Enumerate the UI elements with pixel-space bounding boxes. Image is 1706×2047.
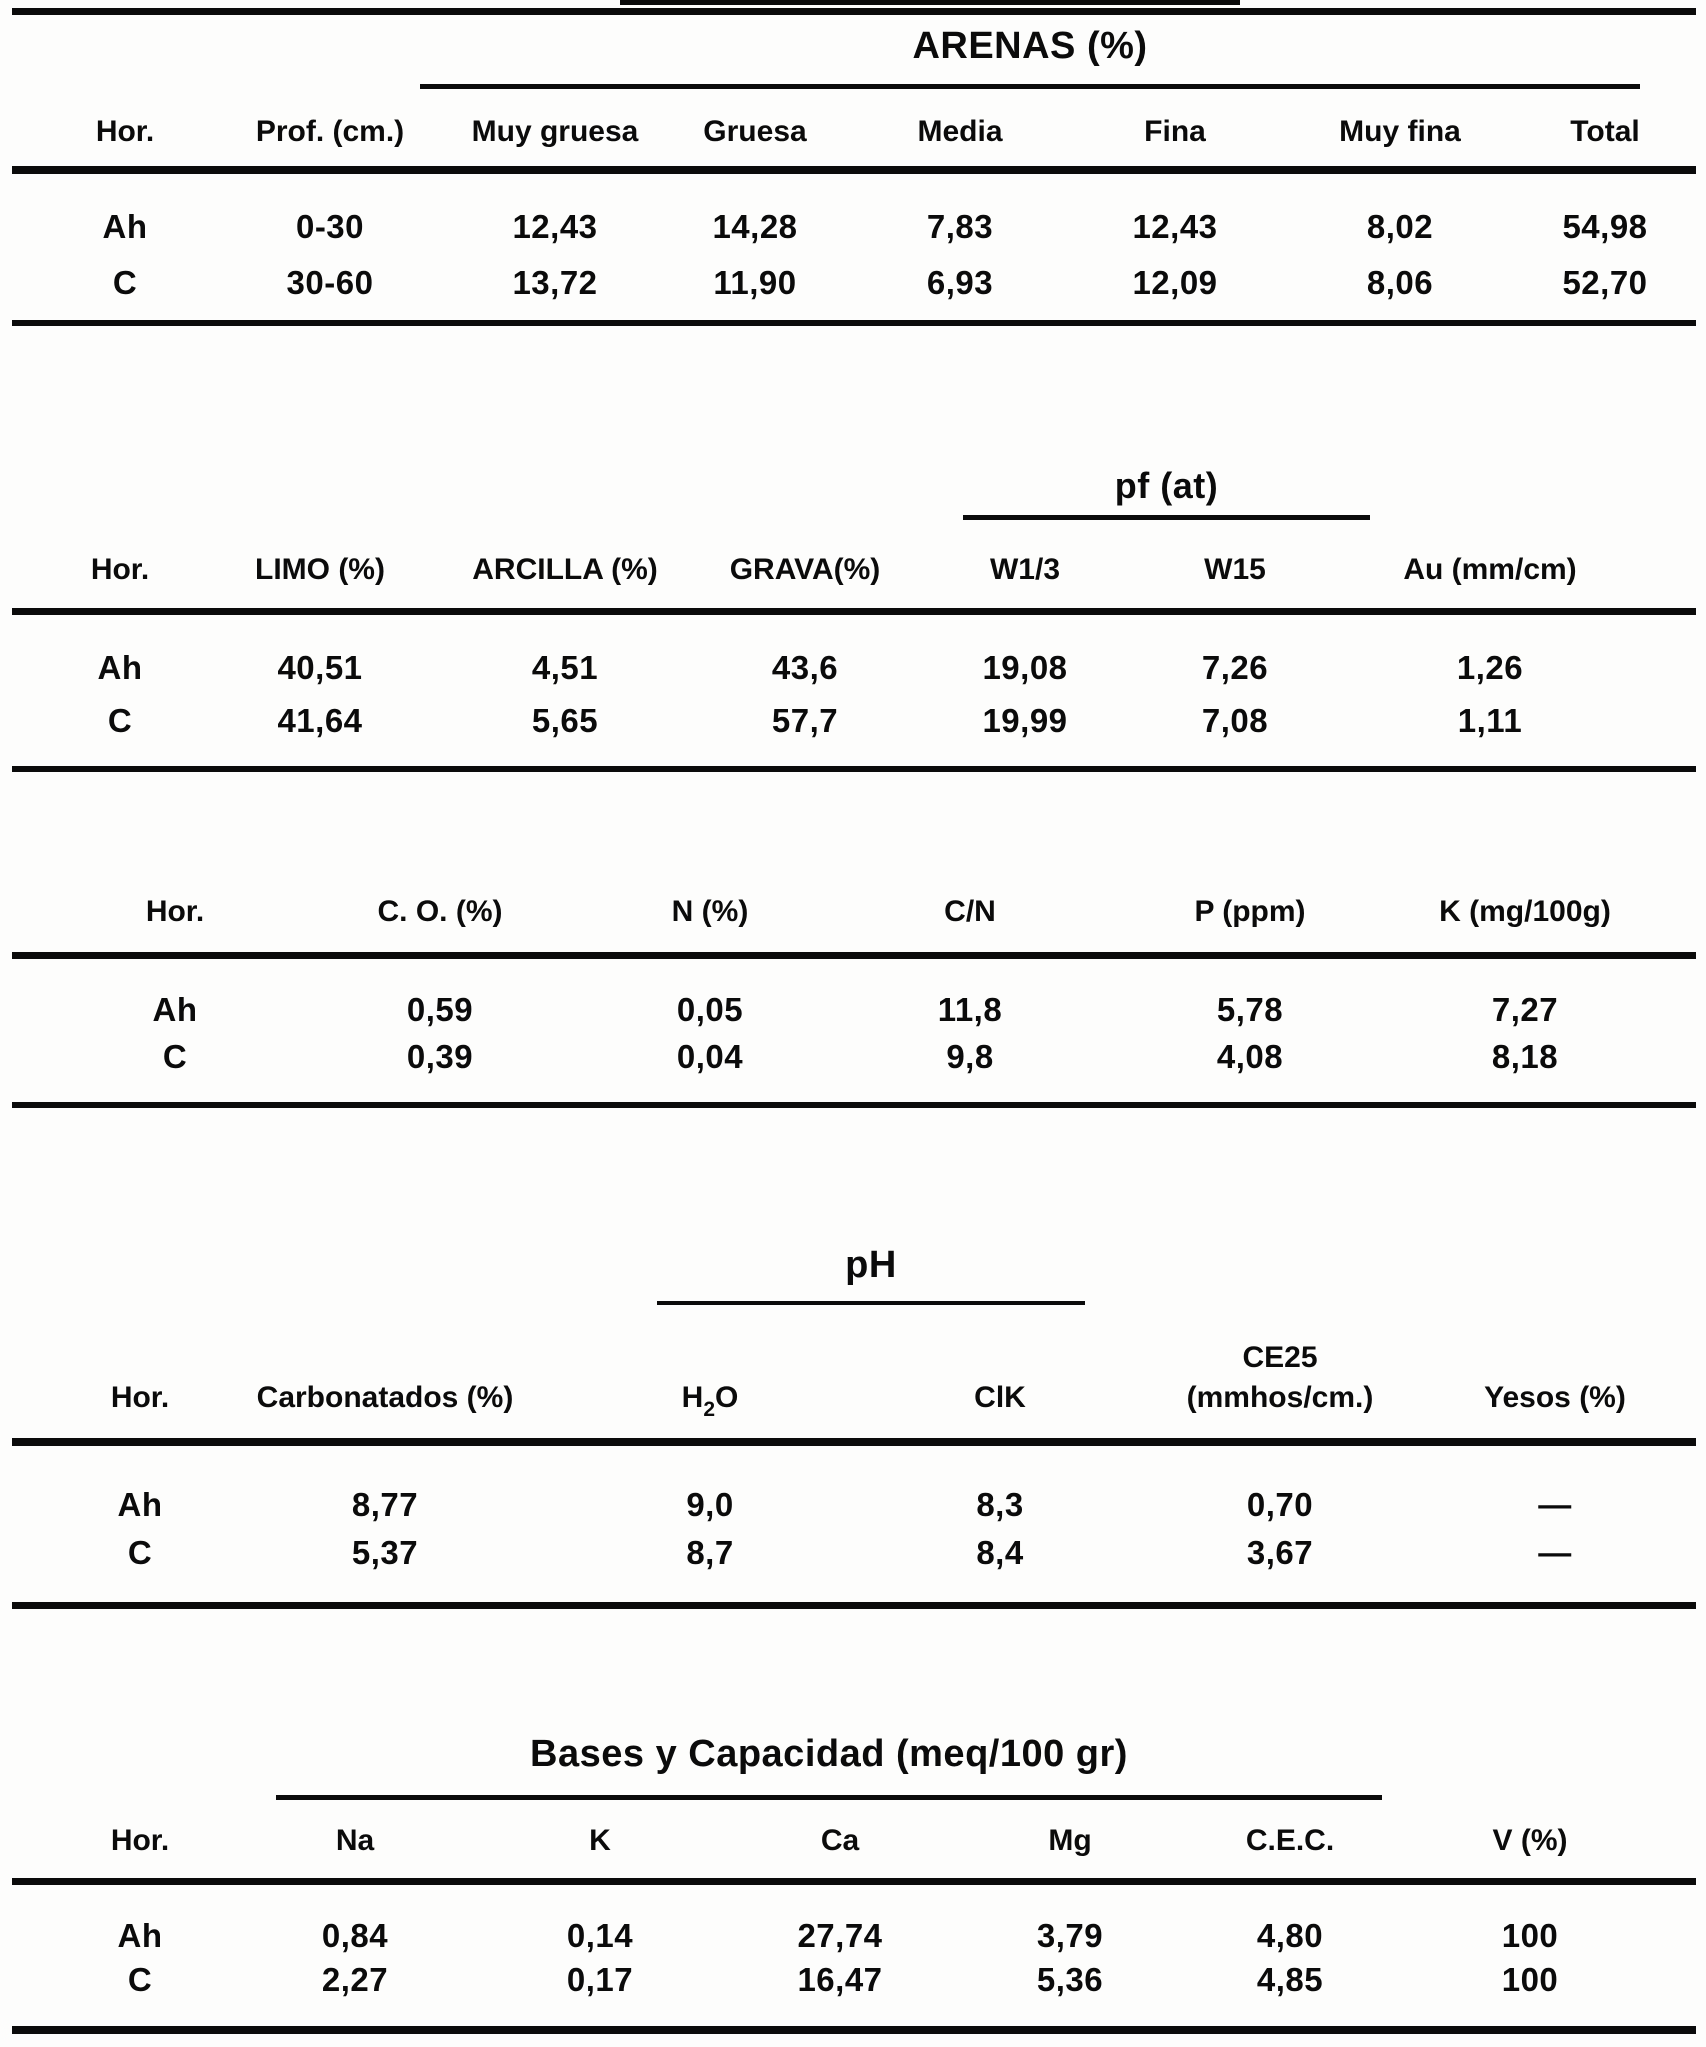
cell: 1,11 [1457, 702, 1523, 739]
cell: 8,3 [976, 1486, 1024, 1523]
ce25-line1: CE25 [1242, 1341, 1318, 1374]
cell: 14,28 [712, 208, 798, 245]
column-header: Gruesa [703, 115, 807, 148]
bases-header-row [50, 1821, 1660, 1861]
table-arenas-bottom-rule [12, 320, 1696, 326]
cell: 3,67 [1246, 1534, 1314, 1571]
arenas-row-Ah [50, 206, 1700, 248]
cell: 5,37 [351, 1534, 419, 1571]
column-header: GRAVA(%) [729, 553, 881, 586]
cell: 7,83 [926, 208, 994, 245]
row-label: C [127, 1534, 153, 1571]
row-label: Ah [117, 1486, 163, 1523]
cell: 4,80 [1256, 1917, 1324, 1954]
column-header: Na [335, 1824, 375, 1857]
cell: 54,98 [1562, 208, 1648, 245]
cell: 4,51 [531, 649, 599, 686]
cell: 5,36 [1036, 1961, 1104, 1998]
cell: 57,7 [771, 702, 839, 739]
pf-group-underline [963, 515, 1370, 520]
pf-header-rule [12, 608, 1696, 615]
ph-group-title: pH [845, 1244, 897, 1286]
ph-row-Ah [50, 1484, 1670, 1526]
cell: 0,14 [566, 1917, 634, 1954]
cell: 12,09 [1132, 264, 1218, 301]
table-arenas-top-rule [12, 8, 1696, 15]
column-header: ClK [974, 1381, 1026, 1414]
cell: 0,05 [676, 991, 744, 1028]
cell: 7,27 [1491, 991, 1559, 1028]
arenas-group-title: ARENAS (%) [912, 25, 1148, 67]
h2o-subscript: 2 [703, 1398, 715, 1421]
column-header: Ca [820, 1824, 860, 1857]
cell: 9,8 [946, 1038, 994, 1075]
column-header: Hor. [90, 553, 150, 586]
pf-header-row [40, 550, 1640, 590]
column-header: Muy gruesa [471, 115, 639, 148]
column-header: K (mg/100g) [1439, 895, 1611, 928]
pf-row-C [40, 700, 1640, 742]
cell: 7,08 [1201, 702, 1269, 739]
row-label: Ah [152, 991, 198, 1028]
ph-group-underline [657, 1301, 1085, 1305]
cell: 40,51 [277, 649, 363, 686]
cell: 8,06 [1366, 264, 1434, 301]
cell: 100 [1501, 1961, 1559, 1998]
cell: 0,17 [566, 1961, 634, 1998]
ph-row-C [50, 1532, 1670, 1574]
column-header-ce25 [1120, 1338, 1440, 1418]
cell: 8,18 [1491, 1038, 1559, 1075]
cell: 0,70 [1246, 1486, 1314, 1523]
column-header: W15 [1204, 553, 1266, 586]
cell: 12,43 [512, 208, 598, 245]
column-header: Muy fina [1339, 115, 1461, 148]
table-bases-bottom-rule [12, 2026, 1696, 2034]
column-header: Carbonatados (%) [256, 1381, 514, 1414]
scan-artifact-line [620, 0, 1240, 5]
column-header: Hor. [110, 1381, 170, 1414]
cell: 0,59 [406, 991, 474, 1028]
ph-header-row [50, 1338, 1670, 1421]
cell: 4,08 [1216, 1038, 1284, 1075]
column-header: V (%) [1492, 1824, 1568, 1857]
cell: 43,6 [771, 649, 839, 686]
column-header: LIMO (%) [255, 553, 385, 586]
column-header: N (%) [671, 895, 749, 928]
cell: 0,04 [676, 1038, 744, 1075]
bases-group-title: Bases y Capacidad (meq/100 gr) [530, 1733, 1128, 1775]
column-header: C/N [944, 895, 996, 928]
cell: 13,72 [512, 264, 598, 301]
cell: 5,78 [1216, 991, 1284, 1028]
row-label: C [107, 702, 133, 739]
column-header: ARCILLA (%) [472, 553, 658, 586]
column-header: Mg [1048, 1824, 1092, 1857]
bases-row-C [50, 1959, 1660, 2001]
column-header: Media [917, 115, 1003, 148]
cell: 100 [1501, 1917, 1559, 1954]
cell: 12,43 [1132, 208, 1218, 245]
cell: 7,26 [1201, 649, 1269, 686]
cell-empty-dash: — [1538, 1486, 1572, 1523]
cell: 4,85 [1256, 1961, 1324, 1998]
cell: 5,65 [531, 702, 599, 739]
column-header: C.E.C. [1245, 1824, 1335, 1857]
column-header: Hor. [145, 895, 205, 928]
cell: 0,84 [321, 1917, 389, 1954]
cell: 30-60 [286, 264, 374, 301]
cell: 6,93 [926, 264, 994, 301]
column-header: Hor. [95, 115, 155, 148]
column-header: C. O. (%) [377, 895, 503, 928]
cell: 16,47 [797, 1961, 883, 1998]
cell: 9,0 [686, 1486, 734, 1523]
column-header-h2o: $H_2O$ [681, 1381, 739, 1421]
cell: 52,70 [1562, 264, 1648, 301]
cell: 0,39 [406, 1038, 474, 1075]
column-header: P (ppm) [1194, 895, 1306, 928]
arenas-group-underline [420, 84, 1640, 89]
quimica-row-Ah [60, 989, 1660, 1031]
cell: 19,08 [982, 649, 1068, 686]
cell: 11,8 [937, 991, 1003, 1028]
pf-group-title: pf (at) [1114, 465, 1219, 506]
row-label: C [162, 1038, 188, 1075]
cell-empty-dash: — [1538, 1534, 1572, 1571]
column-header: K [589, 1824, 611, 1857]
cell: 27,74 [797, 1917, 883, 1954]
column-header: Total [1570, 115, 1640, 148]
quimica-row-C [60, 1036, 1660, 1078]
row-label: Ah [117, 1917, 163, 1954]
cell: 2,27 [321, 1961, 389, 1998]
row-label: Ah [102, 208, 148, 245]
cell: 3,79 [1036, 1917, 1104, 1954]
cell: 8,7 [686, 1534, 734, 1571]
column-header: Au (mm/cm) [1403, 553, 1577, 586]
ce25-line2: (mmhos/cm.) [1186, 1381, 1374, 1414]
column-header: W1/3 [989, 553, 1061, 586]
bases-row-Ah [50, 1915, 1660, 1957]
cell: 8,02 [1366, 208, 1434, 245]
cell: 11,90 [713, 264, 797, 301]
column-header: Fina [1144, 115, 1206, 148]
row-label: Ah [97, 649, 143, 686]
column-header: Yesos (%) [1484, 1381, 1626, 1414]
arenas-header-rule [12, 166, 1696, 174]
cell: 1,26 [1456, 649, 1524, 686]
table-pf-bottom-rule [12, 766, 1696, 772]
cell: 41,64 [277, 702, 363, 739]
column-header: Hor. [110, 1824, 170, 1857]
cell: 8,4 [976, 1534, 1024, 1571]
ph-header-rule [12, 1438, 1696, 1446]
quimica-header-rule [12, 952, 1696, 959]
pf-row-Ah [40, 647, 1640, 689]
cell: 0-30 [295, 208, 365, 245]
arenas-header-row [50, 112, 1700, 152]
column-header: Prof. (cm.) [255, 115, 405, 148]
cell: 8,77 [351, 1486, 419, 1523]
row-label: C [112, 264, 138, 301]
arenas-row-C [50, 262, 1700, 304]
quimica-header-row [60, 892, 1660, 932]
row-label: C [127, 1961, 153, 1998]
table-quimica-bottom-rule [12, 1102, 1696, 1108]
bases-group-underline [276, 1795, 1382, 1800]
cell: 19,99 [982, 702, 1068, 739]
bases-header-rule [12, 1878, 1696, 1885]
table-ph-bottom-rule [12, 1602, 1696, 1609]
